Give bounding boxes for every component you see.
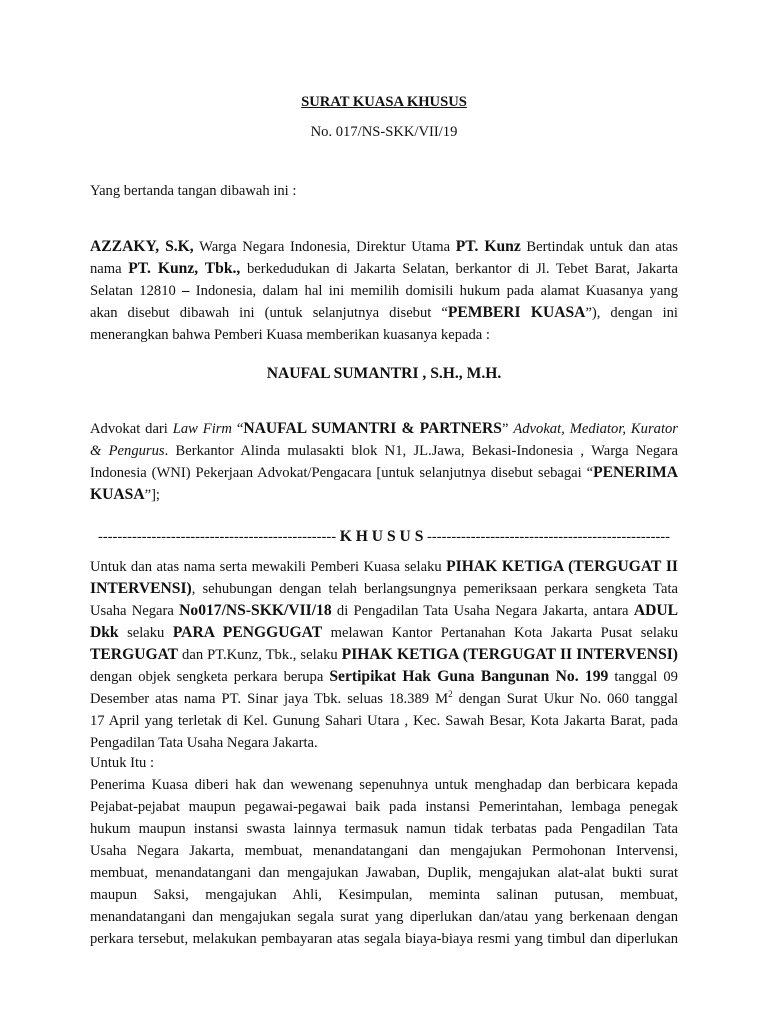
body-line: Penerima Kuasa diberi hak dan wewenang sepenuhnya untuk menghadap dan berbicara kepada	[90, 777, 678, 793]
document-title: SURAT KUASA KHUSUS	[301, 94, 467, 110]
document-number: No. 017/NS-SKK/VII/19	[310, 124, 458, 140]
body-line: maupun Saksi, mengajukan Ahli, Kesimpulan, meminta salinan putusan, membuat,	[90, 887, 678, 903]
certificate-label: Sertipikat Hak Guna Bangunan No. 199	[329, 668, 609, 685]
body-line: hukum maupun instansi swasta lainnya termasuk namun tidak terbatas pada Pengadilan Tata	[90, 821, 678, 837]
intro-text: Yang bertanda tangan dibawah ini :	[90, 183, 297, 199]
khusus-label: K H U S U S	[339, 528, 424, 545]
attorney-name: NAUFAL SUMANTRI , S.H., M.H.	[266, 365, 502, 382]
body-line: perkara tersebut, melakukan pembayaran atas segala biaya-biaya resmi yang timbul dan diperlukan	[90, 931, 678, 947]
third-party-label: PIHAK KETIGA (TERGUGAT II	[446, 558, 678, 575]
khusus-separator: ------------------------------------------------- K H U S U S --------------------------------------------------	[97, 528, 671, 545]
body-line: membuat, menandatangani dan mengajukan Jawaban, Duplik, mengajukan alat-alat bukti surat	[90, 865, 678, 881]
defendant-label: TERGUGAT	[90, 646, 179, 663]
attorney-role: PENERIMA	[593, 464, 678, 481]
untuk-itu-heading: Untuk Itu :	[90, 755, 155, 771]
grantor-company-full: PT. Kunz, Tbk.,	[128, 260, 241, 277]
khusus-paragraph: Untuk dan atas nama serta mewakili Pemberi Kuasa selaku PIHAK KETIGA (TERGUGAT II INTERVENSI), sehubungan dengan telah berlangsungnya pemeriksaan perkara sengketa Tata Usaha Negara No017/NS-SKK/VII/18 di Pengadilan Tata Usaha Negara Jakarta, antara ADUL Dkk selaku PARA PENGGUGAT melawan Kantor Pertanahan Kota Jakarta Pusat selaku TERGUGAT dan PT.Kunz, Tbk., selaku PIHAK KETIGA (TERGUGAT II INTERVENSI) dengan objek sengketa perkara berupa Sertipikat Hak Guna Bangunan No. 199 tanggal 09 Desember atas nama PT. Sinar jaya Tbk. seluas 18.389 $M^2$ dengan Surat Ukur No. 060 tanggal 17 April yang terletak di Kel. Gunung Sahari Utara , Kec. Sawah Besar, Kota Jakarta Barat, pada Pengadilan Tata Usaha Negara Jakarta.	[90, 558, 678, 751]
body-line: Usaha Negara Jakarta, membuat, menandatangani dan mengajukan Permohonan Intervensi,	[90, 843, 678, 859]
grantor-name: AZZAKY, S.K,	[90, 238, 194, 255]
body-line: menandatangani dan mengajukan segala surat yang diperlukan dan/atau yang berkenaan dengan	[90, 909, 678, 925]
grantor-role: PEMBERI KUASA	[447, 304, 586, 321]
firm-name: NAUFAL SUMANTRI & PARTNERS	[243, 420, 502, 437]
grantor-company: PT. Kunz	[455, 238, 521, 255]
firm-description: Advokat, Mediator, Kurator	[513, 421, 678, 437]
plaintiffs-label: PARA PENGGUGAT	[172, 624, 323, 641]
case-number: No017/NS-SKK/VII/18	[179, 602, 332, 619]
grantor-paragraph: AZZAKY, S.K, Warga Negara Indonesia, Direktur Utama PT. Kunz Bertindak untuk dan atas nama PT. Kunz, Tbk., berkedudukan di Jakarta Selatan, berkantor di Jl. Tebet Barat, Jakarta Selatan 12810 – Indonesia, dalam hal ini memilih domisili hukum pada alamat Kuasanya yang akan disebut dibawah ini (untuk selanjutnya disebut “PEMBERI KUASA”), dengan ini menerangkan bahwa Pemberi Kuasa memberikan kuasanya kepada :	[90, 238, 678, 343]
body-line: Pejabat-pejabat maupun pegawai-pegawai baik pada instansi Pemerintahan, lembaga penegak	[90, 799, 678, 815]
law-firm-label: Law Firm	[172, 421, 232, 437]
untuk-itu-paragraph	[90, 774, 678, 950]
attorney-paragraph: Advokat dari Law Firm “NAUFAL SUMANTRI & PARTNERS” Advokat, Mediator, Kurator & Pengurus. Berkantor Alinda mulasakti blok N1, JL.Jawa, Bekasi-Indonesia , Warga Negara Indonesia (WNI) Pekerjaan Advokat/Pengacara [untuk selanjutnya disebut sebagai “PENERIMA KUASA”];	[90, 420, 678, 503]
